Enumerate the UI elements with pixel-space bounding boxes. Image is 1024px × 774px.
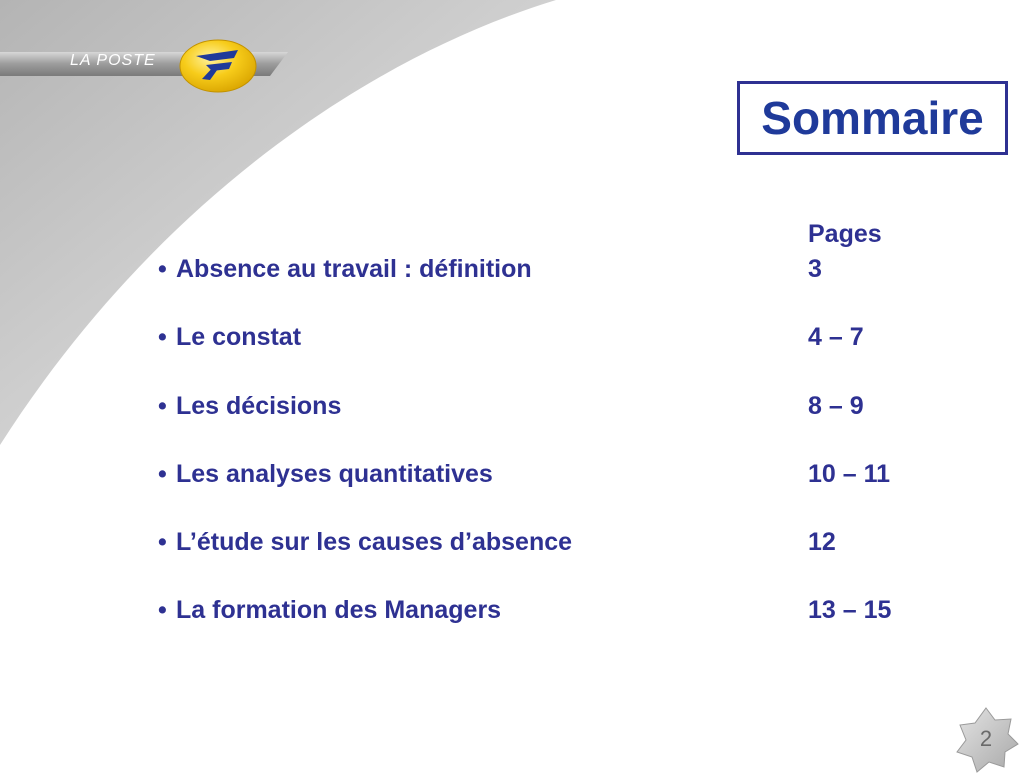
toc-item (158, 323, 958, 355)
toc-item-label: L’étude sur les causes d’absence (176, 528, 573, 556)
toc-item-pages: 4 – 7 (808, 323, 864, 351)
toc-item-label: Les analyses quantitatives (176, 460, 493, 488)
toc-item (158, 528, 958, 560)
logo-text: LA POSTE (70, 52, 156, 69)
title-box (737, 81, 1008, 155)
toc-item-label: Les décisions (176, 392, 342, 420)
toc-item-pages: 10 – 11 (808, 460, 891, 488)
slide-title: Sommaire (761, 92, 984, 144)
toc-item (158, 460, 958, 492)
toc-item-pages: 3 (808, 255, 822, 283)
toc-item (158, 596, 958, 628)
bullet: • (158, 323, 167, 351)
bullet: • (158, 528, 167, 556)
pages-column-header: Pages (808, 220, 882, 248)
toc-item-label: Absence au travail : définition (176, 255, 532, 283)
toc-item (158, 392, 958, 424)
toc-item-pages: 12 (808, 528, 836, 556)
bullet: • (158, 255, 167, 283)
toc-item (158, 255, 958, 287)
slide-number: 2 (979, 726, 993, 751)
la-poste-logo-icon (176, 36, 260, 96)
toc-item-label: Le constat (176, 323, 302, 351)
bullet: • (158, 392, 167, 420)
toc-item-label: La formation des Managers (176, 596, 502, 624)
bullet: • (158, 596, 167, 624)
bullet: • (158, 460, 167, 488)
toc-item-pages: 13 – 15 (808, 596, 892, 624)
toc-item-pages: 8 – 9 (808, 392, 864, 420)
